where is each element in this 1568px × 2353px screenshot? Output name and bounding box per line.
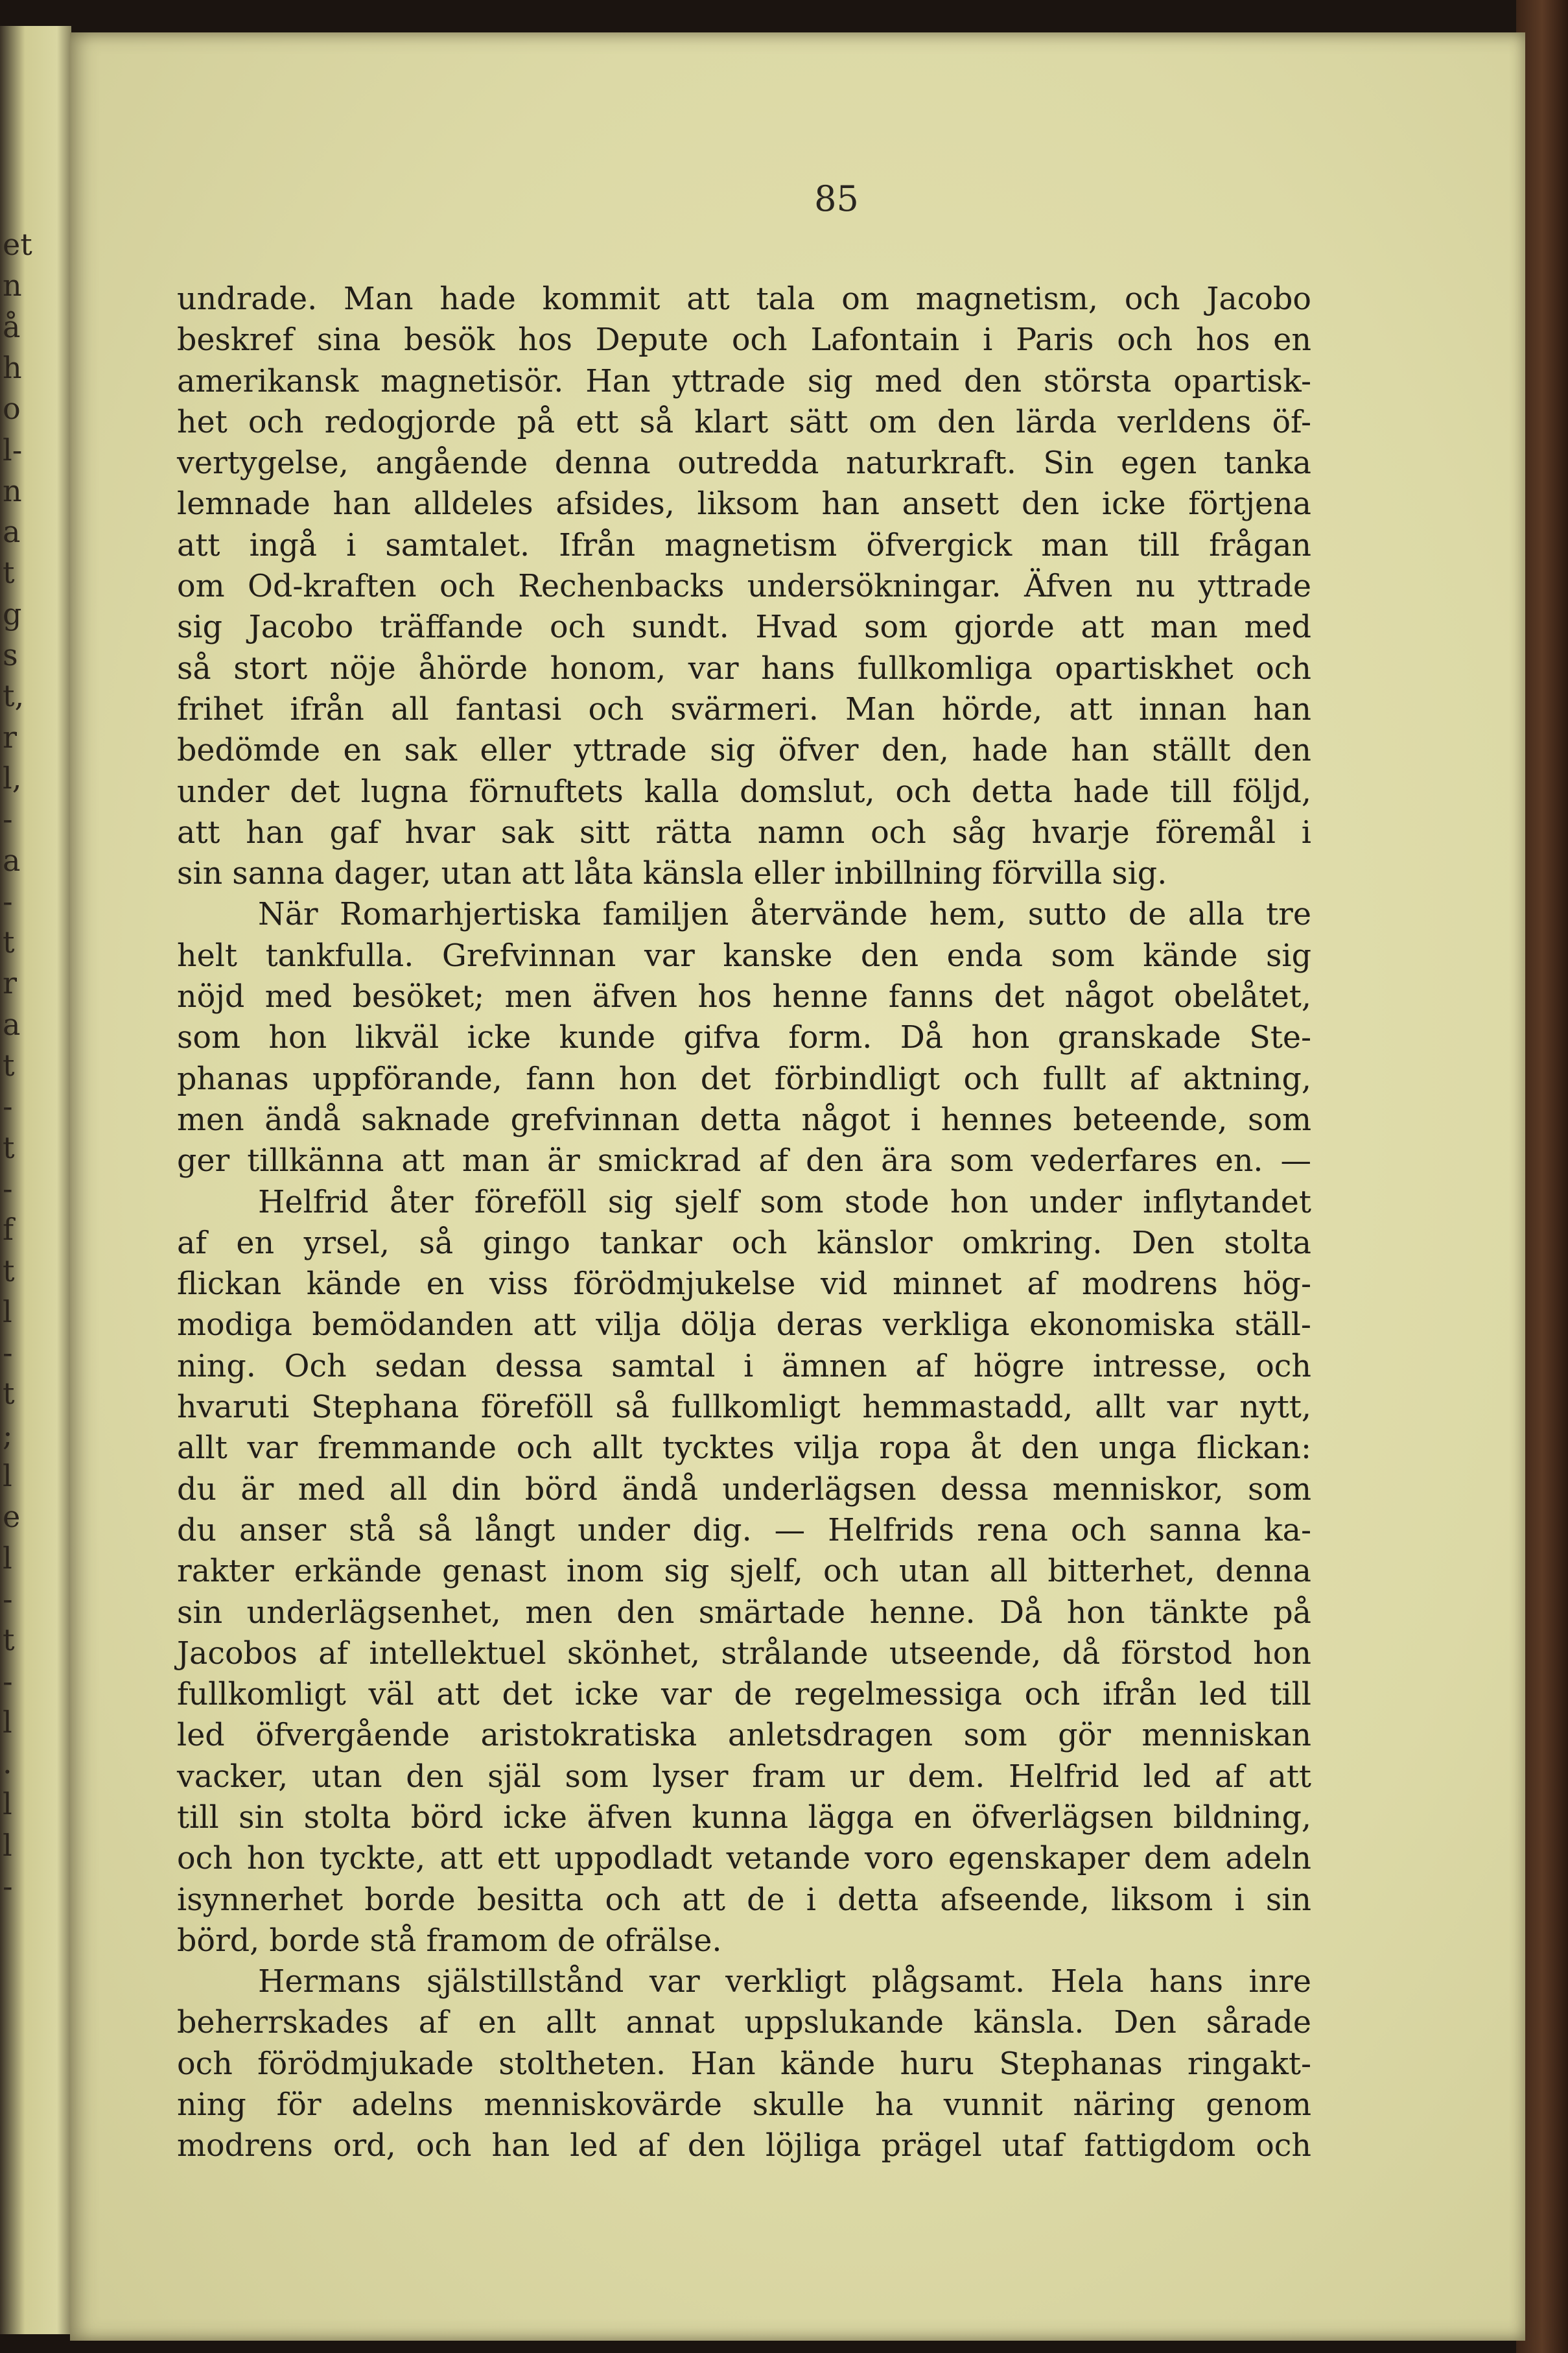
body-text: [177, 279, 1311, 2167]
text-line: undrade. Man hade kommit att tala om magnetism, och Jacobo: [177, 281, 1311, 317]
text-line: ning. Och sedan dessa samtal i ämnen af högre intresse, och: [177, 1348, 1311, 1384]
text-line: om Od-kraften och Rechenbacks undersökningar. Äfven nu yttrade: [177, 569, 1311, 605]
facing-page-fragment: n: [3, 268, 22, 303]
text-line: vacker, utan den själ som lyser fram ur dem. Helfrid led af att: [177, 1758, 1311, 1795]
text-line: och hon tyckte, att ett uppodladt vetande voro egenskaper dem adeln: [177, 1841, 1311, 1877]
facing-page-fragment: -: [3, 1335, 13, 1371]
text-line: ning för adelns menniskovärde skulle ha vunnit näring genom: [177, 2087, 1311, 2123]
text-line: beherrskades af en allt annat uppslukande känsla. Den sårade: [177, 2005, 1311, 2041]
text-line: modiga bemödanden att vilja dölja deras verkliga ekonomiska ställ-: [177, 1307, 1311, 1343]
text-line: du anser stå så långt under dig. — Helfrids rena och sanna ka-: [177, 1512, 1311, 1548]
text-line: flickan kände en viss förödmjukelse vid minnet af modrens hög-: [177, 1266, 1311, 1303]
text-line: under det lugna förnuftets kalla domslut, och detta hade till följd,: [177, 774, 1311, 810]
facing-page-fragment: -: [3, 801, 13, 837]
facing-page-fragment: å: [3, 309, 21, 344]
text-line: lemnade han alldeles afsides, liksom han ansett den icke förtjena: [177, 486, 1311, 523]
text-line: så stort nöje åhörde honom, var hans fullkomliga opartiskhet och: [177, 650, 1311, 687]
facing-page-fragment: t: [3, 1253, 15, 1288]
text-line: När Romarhjertiska familjen återvände hem, sutto de alla tre: [258, 897, 1311, 933]
text-line: isynnerhet borde besitta och att de i detta afseende, liksom i sin: [177, 1882, 1311, 1918]
text-line: ger tillkänna att man är smickrad af den ära som vederfares en. —: [177, 1143, 1311, 1179]
facing-page-fragment: r: [3, 965, 17, 1001]
facing-page-fragment: -: [3, 883, 13, 919]
text-line: börd, borde stå framom de ofrälse.: [177, 1922, 722, 1959]
text-line: modrens ord, och han led af den löjliga prägel utaf fattigdom och: [177, 2128, 1311, 2164]
text-line: och förödmjukade stoltheten. Han kände huru Stephanas ringakt-: [177, 2046, 1311, 2082]
facing-page-fragment: t: [3, 555, 15, 591]
text-line: som hon likväl icke kunde gifva form. Då hon granskade Ste-: [177, 1020, 1311, 1056]
facing-page-fragment: l: [3, 1294, 12, 1329]
facing-page-fragment: l,: [3, 760, 22, 796]
facing-page-fragment: t: [3, 1376, 15, 1412]
text-line: af en yrsel, så gingo tankar och känslor omkring. Den stolta: [177, 1225, 1311, 1261]
text-line: vertygelse, angående denna outredda naturkraft. Sin egen tanka: [177, 445, 1311, 482]
text-line: amerikansk magnetisör. Han yttrade sig med den största opartisk-: [177, 363, 1311, 399]
facing-page-fragment: r: [3, 719, 17, 755]
text-line: bedömde en sak eller yttrade sig öfver den, hade han ställt den: [177, 733, 1311, 769]
text-line: beskref sina besök hos Depute och Lafontain i Paris och hos en: [177, 322, 1311, 359]
text-line: allt var fremmande och allt tycktes vilja ropa åt den unga flickan:: [177, 1430, 1311, 1467]
text-line: till sin stolta börd icke äfven kunna lägga en öfverlägsen bildning,: [177, 1799, 1311, 1836]
text-line: hvaruti Stephana föreföll så fullkomligt hemmastadd, allt var nytt,: [177, 1389, 1311, 1426]
text-line: nöjd med besöket; men äfven hos henne fanns det något obelåtet,: [177, 979, 1311, 1015]
facing-page-fragment: g: [3, 596, 22, 632]
facing-page-fragment: a: [3, 514, 21, 550]
text-line: du är med all din börd ändå underlägsen dessa menniskor, som: [177, 1471, 1311, 1508]
facing-page-fragment: l: [3, 1540, 12, 1576]
facing-page-fragment: a: [3, 1006, 21, 1042]
facing-page-fragment: f: [3, 1212, 14, 1247]
facing-page-fragment: l: [3, 1827, 12, 1863]
text-line: led öfvergående aristokratiska anletsdragen som gör menniskan: [177, 1718, 1311, 1754]
facing-page-fragment: l: [3, 1704, 12, 1740]
text-line: sin sanna dager, utan att låta känsla eller inbillning förvilla sig.: [177, 856, 1167, 892]
facing-page-fragment: et: [3, 227, 32, 262]
page-number: 85: [814, 178, 859, 219]
text-line: het och redogjorde på ett så klart sätt om den lärda verldens öf-: [177, 404, 1311, 440]
facing-page-fragment: .: [3, 1745, 12, 1781]
facing-page-fragment: t,: [3, 678, 25, 714]
facing-page-fragment: o: [3, 391, 21, 427]
text-line: men ändå saknade grefvinnan detta något i hennes beteende, som: [177, 1102, 1311, 1138]
facing-page-fragment: l: [3, 1458, 12, 1493]
facing-page-fragment: l: [3, 1786, 12, 1822]
facing-page-edge: [0, 26, 71, 2334]
page: [70, 32, 1525, 2341]
facing-page-fragment: s: [3, 637, 18, 672]
facing-page-fragment: e: [3, 1499, 21, 1535]
text-line: rakter erkände genast inom sig sjelf, och utan all bitterhet, denna: [177, 1554, 1311, 1590]
text-line: sig Jacobo träffande och sundt. Hvad som gjorde att man med: [177, 609, 1311, 646]
facing-page-fragment: l-: [3, 432, 23, 467]
text-line: att han gaf hvar sak sitt rätta namn och såg hvarje föremål i: [177, 814, 1311, 851]
text-line: Helfrid åter föreföll sig sjelf som stode hon under inflytandet: [258, 1184, 1311, 1220]
text-line: Jacobos af intellektuel skönhet, strålande utseende, då förstod hon: [177, 1635, 1311, 1672]
text-line: phanas uppförande, fann hon det förbindligt och fullt af aktning,: [177, 1061, 1311, 1097]
facing-page-fragment: t: [3, 1129, 15, 1165]
text-line: fullkomligt väl att det icke var de regelmessiga och ifrån led till: [177, 1677, 1311, 1713]
text-line: sin underlägsenhet, men den smärtade henne. Då hon tänkte på: [177, 1594, 1311, 1631]
facing-page-fragment: ;: [3, 1417, 13, 1452]
text-line: Hermans själstillstånd var verkligt plågsamt. Hela hans inre: [258, 1964, 1311, 2000]
text-line: frihet ifrån all fantasi och svärmeri. Man hörde, att innan han: [177, 691, 1311, 727]
facing-page-fragment: -: [3, 1663, 13, 1699]
facing-page-fragment: -: [3, 1869, 13, 1904]
text-line: att ingå i samtalet. Ifrån magnetism öfvergick man till frågan: [177, 527, 1311, 563]
facing-page-fragment: -: [3, 1089, 13, 1124]
facing-page-fragment: t: [3, 1048, 15, 1083]
facing-page-fragment: h: [3, 349, 22, 385]
facing-page-fragment: a: [3, 842, 21, 878]
text-line: helt tankfulla. Grefvinnan var kanske den enda som kände sig: [177, 938, 1311, 974]
facing-page-fragment: -: [3, 1170, 13, 1206]
facing-page-fragment: t: [3, 925, 15, 960]
facing-page-fragment: t: [3, 1622, 15, 1658]
facing-page-fragment: n: [3, 473, 22, 508]
facing-page-fragment: -: [3, 1581, 13, 1616]
